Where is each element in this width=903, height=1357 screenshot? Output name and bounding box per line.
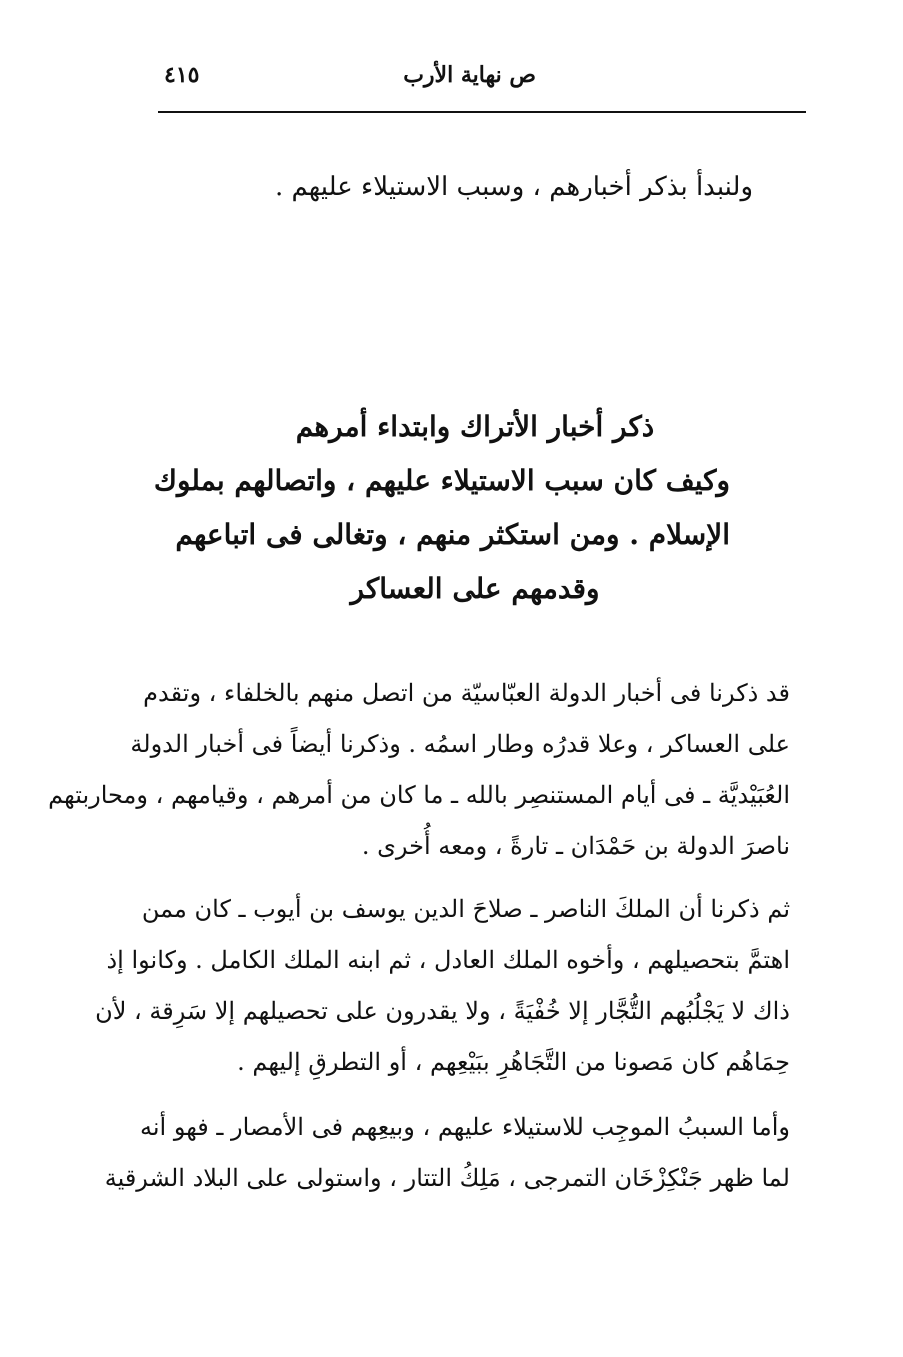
- paragraph-line: حِمَاهُم كان مَصونا من التَّجَاهُرِ ببَيْعِهم ، أو التطرقِ إليهم .: [237, 1048, 790, 1076]
- paragraph-line: لما ظهر جَنْكِزْخَان التمرجى ، مَلِكُ التتار ، واستولى على البلاد الشرقية: [104, 1164, 790, 1192]
- running-header: [158, 56, 806, 100]
- intro-line: ولنبدأ بذكر أخبارهم ، وسبب الاستيلاء عليهم .: [274, 172, 753, 202]
- heading-line: وكيف كان سبب الاستيلاء عليهم ، واتصالهم بملوك: [153, 464, 730, 497]
- paragraph-line: ثم ذكرنا أن الملكَ الناصر ـ صلاحَ الدين يوسف بن أيوب ـ كان ممن: [141, 895, 790, 923]
- paragraph-line: ناصرَ الدولة بن حَمْدَان ـ تارةً ، ومعه أُخرى .: [361, 832, 790, 860]
- section-heading: [153, 400, 730, 616]
- paragraph-line: على العساكر ، وعلا قدرُه وطار اسمُه . وذكرنا أيضاً فى أخبار الدولة: [130, 730, 790, 758]
- paragraph-line: ذاك لا يَجْلُبُهم التُّجَّار إلا خُفْيَةً ، ولا يقدرون على تحصيلهم إلا سَرِقة ، لأن: [95, 997, 790, 1025]
- page-number: ٤١٥: [164, 62, 200, 88]
- heading-line: ذكر أخبار الأتراك وابتداء أمرهم: [295, 410, 655, 443]
- paragraph-line: وأما السببُ الموجِب للاستيلاء عليهم ، وبيعِهم فى الأمصار ـ فهو أنه: [139, 1113, 790, 1141]
- paragraph: [48, 668, 790, 872]
- running-header-title: ص نهاية الأرب: [403, 62, 536, 88]
- paragraph-line: قد ذكرنا فى أخبار الدولة العبّاسيّة من اتصل منهم بالخلفاء ، وتقدم: [143, 679, 790, 707]
- heading-line: وقدمهم على العساكر: [350, 572, 600, 605]
- paragraph-line: اهتمَّ بتحصيلهم ، وأخوه الملك العادل ، ثم ابنه الملك الكامل . وكانوا إذ: [106, 946, 790, 974]
- paragraph: [95, 884, 790, 1088]
- paragraph-line: العُبَيْديَّة ـ فى أيام المستنصِر بالله ـ ما كان من أمرهم ، وقيامهم ، ومحاربتهم: [48, 781, 790, 809]
- paragraph: [104, 1102, 790, 1204]
- heading-line: الإسلام . ومن استكثر منهم ، وتغالى فى اتباعهم: [175, 518, 730, 551]
- header-rule: [158, 111, 806, 113]
